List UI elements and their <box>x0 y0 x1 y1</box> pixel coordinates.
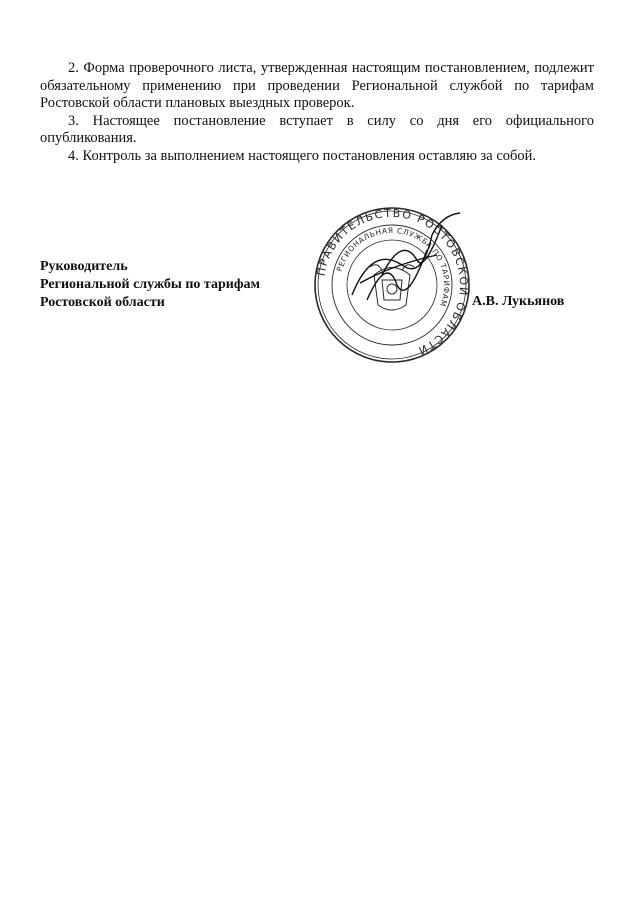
svg-text:РЕГИОНАЛЬНАЯ СЛУЖБА ПО ТАРИФАМ: РЕГИОНАЛЬНАЯ СЛУЖБА ПО ТАРИФАМ <box>334 225 452 309</box>
position-line: Ростовской области <box>40 295 165 310</box>
signer-name: А.В. Лукьянов <box>472 294 565 309</box>
paragraph-4: 4. Контроль за выполнением настоящего постановления оставляю за собой. <box>68 147 537 164</box>
svg-text:ПРАВИТЕЛЬСТВО РОСТОВСКОЙ ОБЛАС: ПРАВИТЕЛЬСТВО РОСТОВСКОЙ ОБЛАСТИ <box>314 206 471 358</box>
emblem-icon <box>370 265 414 310</box>
paragraph-3: 3. Настоящее постановление вступает в силу со дня его официального опубликования. <box>40 112 594 146</box>
body-text <box>40 60 594 165</box>
paragraph-2: 2. Форма проверочного листа, утвержденная настоящим постановлением, подлежит обязательному применению при проведении Региональной службой по тарифам Ростовской области плановых выездных проверок. <box>40 60 594 111</box>
signatory-position <box>40 258 260 312</box>
position-line: Руководитель <box>40 259 128 274</box>
position-line: Региональной службы по тарифам <box>40 277 261 292</box>
official-seal <box>312 205 472 365</box>
